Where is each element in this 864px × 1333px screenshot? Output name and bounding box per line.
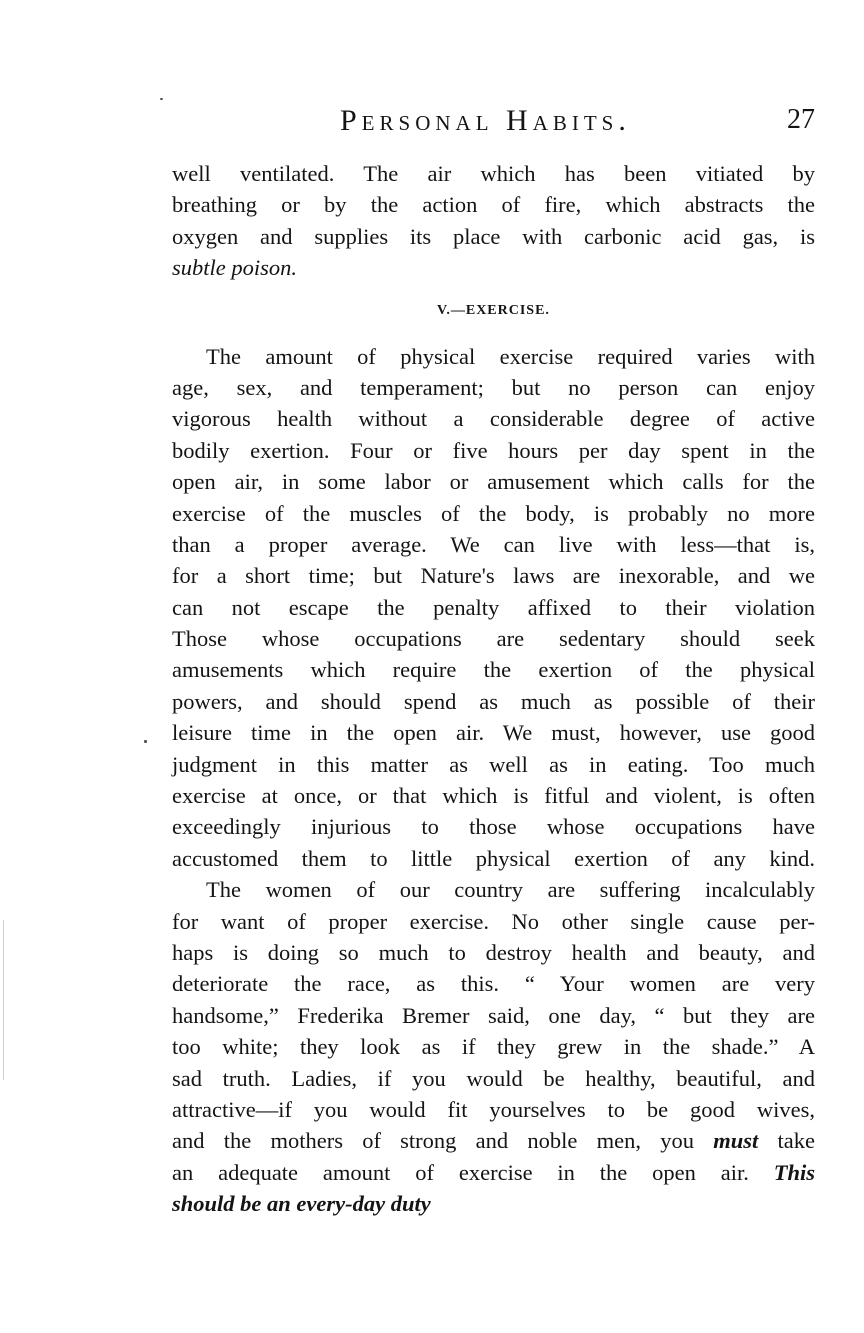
running-head bbox=[170, 104, 815, 140]
text-line: oxygen and supplies its place with carbonic acid gas, is bbox=[172, 223, 815, 249]
text-line: amusements which require the exertion of the physical bbox=[172, 657, 815, 683]
text-line: handsome,” Frederika Bremer said, one day, “ but they are bbox=[172, 1002, 815, 1028]
emphasis-must: must bbox=[713, 1128, 759, 1154]
paragraph-first-line: The women of our country are suffering incalculably bbox=[206, 877, 815, 903]
text-line: exceedingly injurious to those whose occupations have bbox=[172, 814, 815, 840]
text-line: exercise of the muscles of the body, is probably no more bbox=[172, 500, 815, 526]
text-line: age, sex, and temperament; but no person can enjoy bbox=[172, 374, 815, 400]
text-line: for want of proper exercise. No other single cause per- bbox=[172, 908, 815, 934]
text-line bbox=[172, 1125, 815, 1156]
scan-speck bbox=[3, 920, 4, 1080]
text-line: breathing or by the action of fire, which abstracts the bbox=[172, 192, 815, 218]
text-line: sad truth. Ladies, if you would be healthy, beautiful, and bbox=[172, 1065, 815, 1091]
text-line: than a proper average. We can live with less—that is, bbox=[172, 531, 815, 557]
text-line: powers, and should spend as much as possible of their bbox=[172, 688, 815, 714]
scan-speck bbox=[144, 740, 147, 743]
section-heading: V.—EXERCISE. bbox=[437, 302, 550, 318]
line-segment: take bbox=[777, 1128, 816, 1154]
text-line: exercise at once, or that which is fitful and violent, is often bbox=[172, 783, 815, 809]
text-line: too white; they look as if they grew in the shade.” A bbox=[172, 1034, 815, 1060]
page-number: 27 bbox=[787, 104, 815, 135]
text-line: attractive—if you would fit yourselves to be good wives, bbox=[172, 1096, 815, 1122]
line-segment: an adequate amount of exercise in the open air. bbox=[172, 1159, 749, 1185]
text-line: haps is doing so much to destroy health and beauty, and bbox=[172, 939, 815, 965]
text-line: Those whose occupations are sedentary should seek bbox=[172, 626, 815, 652]
line-segment: and the mothers of strong and noble men, you bbox=[172, 1128, 694, 1154]
text-line bbox=[172, 1188, 815, 1219]
paragraph-first-line: The amount of physical exercise required varies with bbox=[206, 343, 815, 369]
text-line: bodily exertion. Four or five hours per day spent in the bbox=[172, 437, 815, 463]
text-line: accustomed them to little physical exertion of any kind. bbox=[172, 845, 815, 871]
text-line bbox=[172, 1157, 815, 1188]
scan-speck bbox=[160, 98, 163, 100]
text-line: subtle poison. bbox=[172, 255, 298, 281]
text-line: well ventilated. The air which has been vitiated by bbox=[172, 161, 815, 186]
closing-emphasis: should be an every-day duty bbox=[172, 1191, 431, 1217]
text-line: can not escape the penalty affixed to their violation bbox=[172, 594, 815, 620]
text-line: for a short time; but Nature's laws are inexorable, and we bbox=[172, 563, 815, 589]
text-line: vigorous health without a considerable degree of active bbox=[172, 406, 815, 432]
text-line: judgment in this matter as well as in eating. Too much bbox=[172, 751, 815, 777]
text-line: open air, in some labor or amusement which calls for the bbox=[172, 469, 815, 495]
running-title: Personal Habits. bbox=[340, 104, 631, 137]
body-text bbox=[172, 158, 815, 1220]
text-line: leisure time in the open air. We must, however, use good bbox=[172, 720, 815, 746]
emphasis-this: This bbox=[773, 1159, 816, 1185]
text-line: deteriorate the race, as this. “ Your women are very bbox=[172, 971, 815, 997]
